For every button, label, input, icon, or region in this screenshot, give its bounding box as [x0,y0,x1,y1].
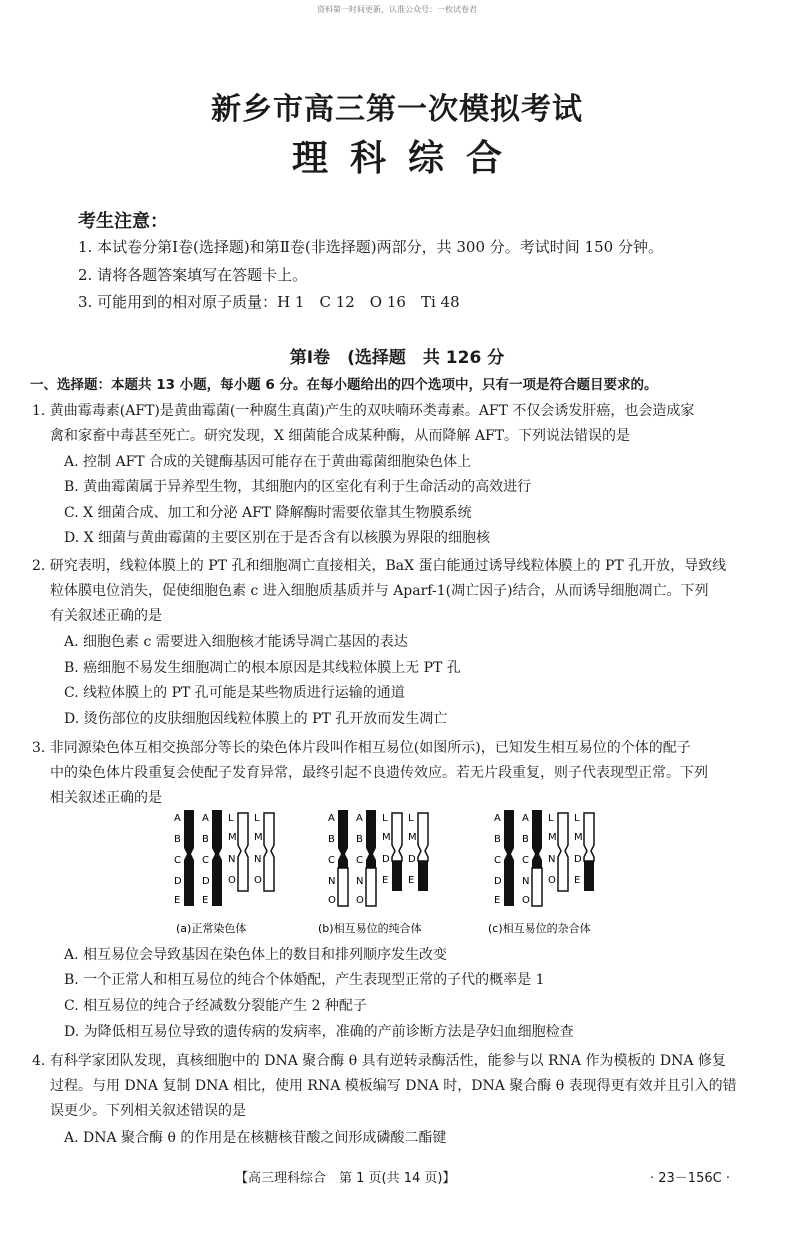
gene-label: L [574,813,580,824]
gene-label: M [408,832,417,843]
caption-normal: (a)正常染色体 [176,922,247,935]
q4-stem-line: 4. 有科学家团队发现，真核细胞中的 DNA 聚合酶 θ 具有逆转录酶活性，能参与以 RNA 作为模板的 DNA 修复 [32,1053,726,1069]
gene-label: L [254,813,260,824]
chromosome-mixed [338,810,348,868]
q2-option-c: C. 线粒体膜上的 PT 孔可能是某些物质进行运输的通道 [64,685,405,701]
gene-label: C [174,855,181,866]
gene-label: M [574,832,583,843]
gene-label: D [408,854,416,865]
q2-stem-line: 有关叙述正确的是 [50,608,162,624]
q1-option-d: D. X 细菌与黄曲霉菌的主要区别在于是否含有以核膜为界限的细胞核 [64,530,491,546]
caption-homozygous: (b)相互易位的纯合体 [318,922,422,935]
chromosome-white [558,813,568,891]
gene-label: E [494,895,501,906]
gene-label: E [174,895,181,906]
translocated-segment [366,868,376,906]
section-instruction: 一、选择题：本题共 13 小题，每小题 6 分。在每小题给出的四个选项中，只有一项是符合题目要求的。 [30,377,658,393]
translocated-segment [338,868,348,906]
q3-option-b: B. 一个正常人和相互易位的纯合个体婚配，产生表现型正常的子代的概率是 1 [64,972,545,988]
chromosome-mixed [584,813,594,861]
translocated-segment [584,861,594,891]
chromosome-mixed [392,813,402,861]
panel-homozygous [328,810,428,906]
gene-label: C [356,855,363,866]
gene-label: E [202,895,209,906]
notice-item: 1. 本试卷分第Ⅰ卷(选择题)和第Ⅱ卷(非选择题)两部分，共 300 分。考试时间 150 分钟。 [78,238,663,256]
q3-stem-line: 中的染色体片段重复会使配子发育异常，最终引起不良遗传效应。若无片段重复，则子代表现型正常。下列 [50,765,708,781]
gene-label: E [382,875,389,886]
q1-option-c: C. X 细菌合成、加工和分泌 AFT 降解酶时需要依靠其生物膜系统 [64,505,472,521]
chromosome-mixed [366,810,376,868]
gene-label: B [174,834,181,845]
gene-label: N [522,876,530,887]
panel-heterozygous [494,810,594,906]
q2-option-b: B. 癌细胞不易发生细胞凋亡的根本原因是其线粒体膜上无 PT 孔 [64,660,461,676]
gene-label: D [382,854,390,865]
q3-option-c: C. 相互易位的纯合子经减数分裂能产生 2 种配子 [64,998,367,1014]
gene-label: O [356,895,364,906]
gene-label: M [254,832,263,843]
gene-label: O [254,875,262,886]
exam-title: 新乡市高三第一次模拟考试 [211,92,583,127]
translocated-segment [532,868,542,906]
gene-label: A [522,813,529,824]
q2-option-a: A. 细胞色素 c 需要进入细胞核才能诱导凋亡基因的表达 [64,634,408,650]
gene-label: C [494,855,501,866]
chromosome-mixed [418,813,428,861]
q1-stem-line: 1. 黄曲霉毒素(AFT)是黄曲霉菌(一种腐生真菌)产生的双呋喃环类毒素。AFT 不仅会诱发肝癌，也会造成家 [32,403,695,419]
gene-label: B [328,834,335,845]
gene-label: L [548,813,554,824]
gene-label: M [548,832,557,843]
notice-heading: 考生注意： [78,211,168,232]
gene-label: M [382,832,391,843]
gene-label: B [202,834,209,845]
q2-stem-line: 粒体膜电位消失，促使细胞色素 c 进入细胞质基质并与 Aparf-1(凋亡因子)结合，从而诱导细胞凋亡。下列 [50,583,709,599]
q1-option-a: A. 控制 AFT 合成的关键酶基因可能存在于黄曲霉菌细胞染色体上 [64,454,472,470]
subject-title: 理科综合 [291,138,524,179]
gene-label: D [574,854,582,865]
q4-option-a: A. DNA 聚合酶 θ 的作用是在核糖核苷酸之间形成磷酸二酯键 [64,1130,447,1146]
gene-label: C [522,855,529,866]
q1-stem-line: 禽和家畜中毒甚至死亡。研究发现，X 细菌能合成某种酶，从而降解 AFT。下列说法错误的是 [50,428,631,444]
gene-label: L [408,813,414,824]
q4-stem-line: 误更少。下列相关叙述错误的是 [50,1103,246,1119]
translocated-segment [392,861,402,891]
gene-label: A [328,813,335,824]
top-watermark: 资料第一时间更新，认准公众号：一枚试卷君 [317,5,477,14]
page-footer-label: 【高三理科综合 第 1 页(共 14 页)】 [235,1171,456,1186]
panel-normal [174,810,274,906]
gene-label: B [522,834,529,845]
q3-option-d: D. 为降低相互易位导致的遗传病的发病率，准确的产前诊断方法是孕妇血细胞检查 [64,1024,574,1040]
gene-label: D [494,876,502,887]
gene-label: C [202,855,209,866]
gene-label: A [202,813,209,824]
translocation-figure [168,808,638,938]
gene-label: L [382,813,388,824]
notice-item: 2. 请将各题答案填写在答题卡上。 [78,266,308,284]
chromosome-mixed [532,810,542,868]
chromosome-black [504,810,514,906]
gene-label: A [356,813,363,824]
page-footer-code: · 23－156C · [650,1171,730,1186]
gene-label: A [494,813,501,824]
q4-stem-line: 过程。与用 DNA 复制 DNA 相比，使用 RNA 模板编写 DNA 时，DNA 聚合酶 θ 表现得更有效并且引入的错 [50,1078,737,1094]
translocated-segment [418,861,428,891]
caption-heterozygous: (c)相互易位的杂合体 [488,922,591,935]
q3-stem-line: 3. 非同源染色体互相交换部分等长的染色体片段叫作相互易位(如图所示)，已知发生相互易位的个体的配子 [32,740,691,756]
q2-option-d: D. 烫伤部位的皮肤细胞因线粒体膜上的 PT 孔开放而发生凋亡 [64,711,448,727]
gene-label: N [356,876,364,887]
gene-label: B [356,834,363,845]
q2-stem-line: 2. 研究表明，线粒体膜上的 PT 孔和细胞凋亡直接相关，BaX 蛋白能通过诱导线粒体膜上的 PT 孔开放，导致线 [32,558,727,574]
chromosome-black [184,810,194,906]
gene-label: D [174,876,182,887]
notice-item: 3. 可能用到的相对原子质量：H 1 C 12 O 16 Ti 48 [78,293,460,311]
gene-label: N [254,854,262,865]
chromosome-white [238,813,248,891]
gene-label: E [408,875,415,886]
gene-label: L [228,813,234,824]
q3-stem-line: 相关叙述正确的是 [50,790,162,806]
q3-option-a: A. 相互易位会导致基因在染色体上的数目和排列顺序发生改变 [64,947,448,963]
gene-label: O [328,895,336,906]
gene-label: N [228,854,236,865]
gene-label: N [548,854,556,865]
gene-label: O [548,875,556,886]
gene-label: M [228,832,237,843]
chromosome-white [264,813,274,891]
gene-label: A [174,813,181,824]
gene-label: B [494,834,501,845]
gene-label: O [522,895,530,906]
q1-option-b: B. 黄曲霉菌属于异养型生物，其细胞内的区室化有利于生命活动的高效进行 [64,479,532,495]
gene-label: O [228,875,236,886]
gene-label: C [328,855,335,866]
gene-label: D [202,876,210,887]
gene-label: E [574,875,581,886]
chromosome-black [212,810,222,906]
section-title: 第Ⅰ卷 (选择题 共 126 分 [289,348,505,368]
gene-label: N [328,876,336,887]
